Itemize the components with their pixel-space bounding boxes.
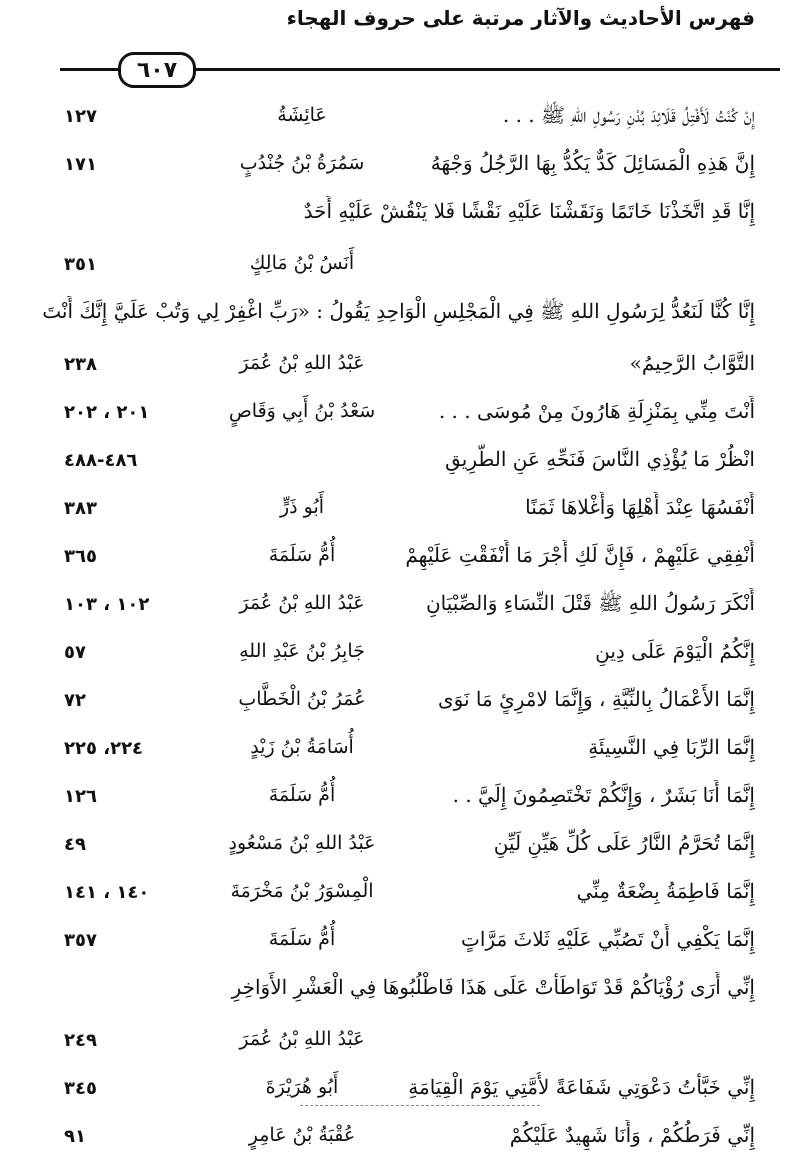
index-entries-list — [0, 94, 807, 1162]
page-reference: ٣٤٥ — [64, 1078, 97, 1099]
hadith-text: إِنَّمَا أَنَا بَشَرٌ ، وَإِنَّكُمْ تَخْتَصِمُونَ إِلَيَّ . . — [452, 783, 755, 807]
page-reference: ٥٧ — [64, 642, 86, 663]
index-entry-row — [0, 966, 807, 1018]
hadith-text: إِنَّمَا الرِّبَا فِي النَّسِيئَةِ — [588, 735, 755, 759]
narrator-name: عَبْدُ اللهِ بْنُ عُمَرَ — [239, 352, 365, 374]
page-reference: ٩١ — [64, 1126, 86, 1147]
hadith-text: إِنِّي خَبَّأْتُ دَعْوَتِي شَفَاعَةً لأُمَّتِي يَوْمَ الْقِيَامَةِ — [408, 1075, 755, 1099]
hadith-text: أَنْكَرَ رَسُولُ اللهِ ﷺ قَتْلَ النِّسَاءِ وَالصِّبْيَانِ — [425, 591, 755, 615]
index-entry-row — [0, 390, 807, 438]
hadith-text: إِنْ كُنْتُ لَأَفْتِلُ قَلَائِدَ بُدْنِ رَسُولِ اللهِ ﷺ . . . — [502, 103, 755, 127]
page-reference: ١٧١ — [64, 154, 97, 175]
hadith-text: أَنْفَسُهَا عِنْدَ أَهْلِهَا وَأَغْلاهَا ثَمَنًا — [525, 495, 755, 519]
hadith-text: انْظُرْ مَا يُؤْذِي النَّاسَ فَنَحِّهِ عَنِ الطَّرِيقِ — [445, 447, 755, 471]
hadith-text: إِنِّي أَرَى رُؤْيَاكُمْ قَدْ تَوَاطَأَتْ عَلَى هَذَا فَاطْلُبُوهَا فِي الْعَشْرِ الأَوَاخِرِ — [231, 975, 755, 999]
page-reference: ١٤٠ ، ١٤١ — [64, 882, 150, 903]
page-reference: ٢٤٩ — [64, 1030, 97, 1051]
index-entry-row — [0, 630, 807, 678]
page-reference: ٣٦٥ — [64, 546, 97, 567]
narrator-name: أُمُّ سَلَمَةَ — [268, 784, 336, 806]
page-reference: ٧٢ — [64, 690, 86, 711]
narrator-name: عُقْبَةُ بْنُ عَامِرٍ — [248, 1124, 356, 1146]
hadith-text: إِنَّا كُنَّا لَنَعُدُّ لِرَسُولِ اللهِ ﷺ فِي الْمَجْلِسِ الْوَاحِدِ يَقُولُ : «رَبِّ اغْفِرْ لِي وَتُبْ عَلَيَّ إِنَّكَ أَنْتَ — [42, 299, 755, 323]
narrator-name: أُسَامَةُ بْنُ زَيْدٍ — [250, 736, 354, 758]
hadith-text: إِنَّ هَذِهِ الْمَسَائِلَ كَدٌّ يَكُدُّ بِهَا الرَّجُلُ وَجْهَهُ — [430, 151, 755, 175]
narrator-name: الْمِسْوَرُ بْنُ مَخْرَمَةَ — [230, 880, 374, 902]
hadith-text: التَّوَّابُ الرَّحِيمُ» — [629, 351, 755, 375]
index-entry-row — [0, 94, 807, 142]
page-reference: ١٢٧ — [64, 106, 97, 127]
index-entry-row — [0, 1018, 807, 1066]
narrator-name: أُمُّ سَلَمَةَ — [268, 928, 336, 950]
narrator-name: أُمُّ سَلَمَةَ — [268, 544, 336, 566]
narrator-name: سَمُرَةُ بْنُ جُنْدُبٍ — [239, 152, 365, 174]
hadith-text: أَنْتَ مِنِّي بِمَنْزِلَةِ هَارُونَ مِنْ مُوسَى . . . — [438, 399, 755, 423]
index-entry-row — [0, 1114, 807, 1162]
index-entry-row — [0, 142, 807, 190]
page-header-title: فهرس الأحاديث والآثار مرتبة على حروف الهجاء — [286, 6, 755, 30]
index-entry-row — [0, 678, 807, 726]
hadith-text: إِنَّمَا فَاطِمَةُ بِضْعَةٌ مِنِّي — [576, 879, 755, 903]
index-entry-row — [0, 726, 807, 774]
hadith-text: إِنَّمَا الأَعْمَالُ بِالنِّيَّةِ ، وَإِنَّمَا لامْرِئٍ مَا نَوَى — [438, 687, 755, 711]
narrator-name: جَابِرُ بْنُ عَبْدِ اللهِ — [239, 640, 365, 662]
narrator-name: عَائِشَةُ — [277, 104, 327, 126]
index-entry-row — [0, 534, 807, 582]
hadith-text: إِنَّا قَدِ اتَّخَذْنَا خَاتَمًا وَنَقَشْنَا عَلَيْهِ نَقْشًا فَلا يَنْقُشْ عَلَيْهِ أَحَدٌ — [303, 199, 755, 223]
page-reference: ١٢٦ — [64, 786, 97, 807]
narrator-name: سَعْدُ بْنُ أَبِي وَقَاصٍ — [228, 400, 376, 422]
index-entry-row — [0, 870, 807, 918]
narrator-name: عَبْدُ اللهِ بْنُ عُمَرَ — [239, 592, 365, 614]
hadith-text: أَنْفِقِي عَلَيْهِمْ ، فَإِنَّ لَكِ أَجْرَ مَا أَنْفَقْتِ عَلَيْهِمْ — [405, 543, 755, 567]
index-entry-row — [0, 486, 807, 534]
page-reference: ١٠٢ ، ١٠٣ — [64, 594, 150, 615]
page-reference: ٢٠١ ، ٢٠٢ — [64, 402, 150, 423]
narrator-name: أَبُو ذَرٍّ — [279, 496, 325, 518]
narrator-name: أَبُو هُرَيْرَةَ — [265, 1076, 339, 1098]
page-reference: ٣٨٣ — [64, 498, 97, 519]
page-reference: ٣٥١ — [64, 254, 97, 275]
index-entry-row — [0, 438, 807, 486]
page-reference: ٤٩ — [64, 834, 86, 855]
index-entry-row — [0, 342, 807, 390]
index-entry-row — [0, 822, 807, 870]
hadith-text: إِنِّي فَرَطُكُمْ ، وَأَنَا شَهِيدٌ عَلَيْكُمْ — [509, 1123, 755, 1147]
page-reference: ٣٥٧ — [64, 930, 97, 951]
page-reference: ٢٢٤، ٢٢٥ — [64, 738, 144, 759]
index-entry-row — [0, 918, 807, 966]
page-reference: ٢٣٨ — [64, 354, 97, 375]
index-entry-row — [0, 582, 807, 630]
page-number-badge: ٦٠٧ — [118, 52, 196, 88]
narrator-name: عَبْدُ اللهِ بْنُ مَسْعُودٍ — [228, 832, 376, 854]
hadith-text: إِنَّكُمُ الْيَوْمَ عَلَى دِينٍ — [595, 639, 755, 663]
hadith-text: إِنَّمَا تُحَرَّمُ النَّارُ عَلَى كُلِّ هَيِّنٍ لَيِّنٍ — [493, 831, 755, 855]
index-entry-row — [0, 242, 807, 290]
narrator-name: عُمَرُ بْنُ الْخَطَّابِ — [238, 688, 366, 710]
hadith-text: إِنَّمَا يَكْفِي أَنْ تَصُبِّي عَلَيْهِ ثَلاثَ مَرَّاتٍ — [461, 927, 755, 951]
narrator-name: أَنَسُ بْنُ مَالِكٍ — [249, 252, 355, 274]
narrator-name: عَبْدُ اللهِ بْنُ عُمَرَ — [239, 1028, 365, 1050]
index-entry-row — [0, 190, 807, 242]
page-reference: ٤٨٦-٤٨٨ — [64, 450, 138, 471]
bottom-rule — [300, 1105, 540, 1107]
index-entry-row — [0, 774, 807, 822]
index-entry-row — [0, 290, 807, 342]
